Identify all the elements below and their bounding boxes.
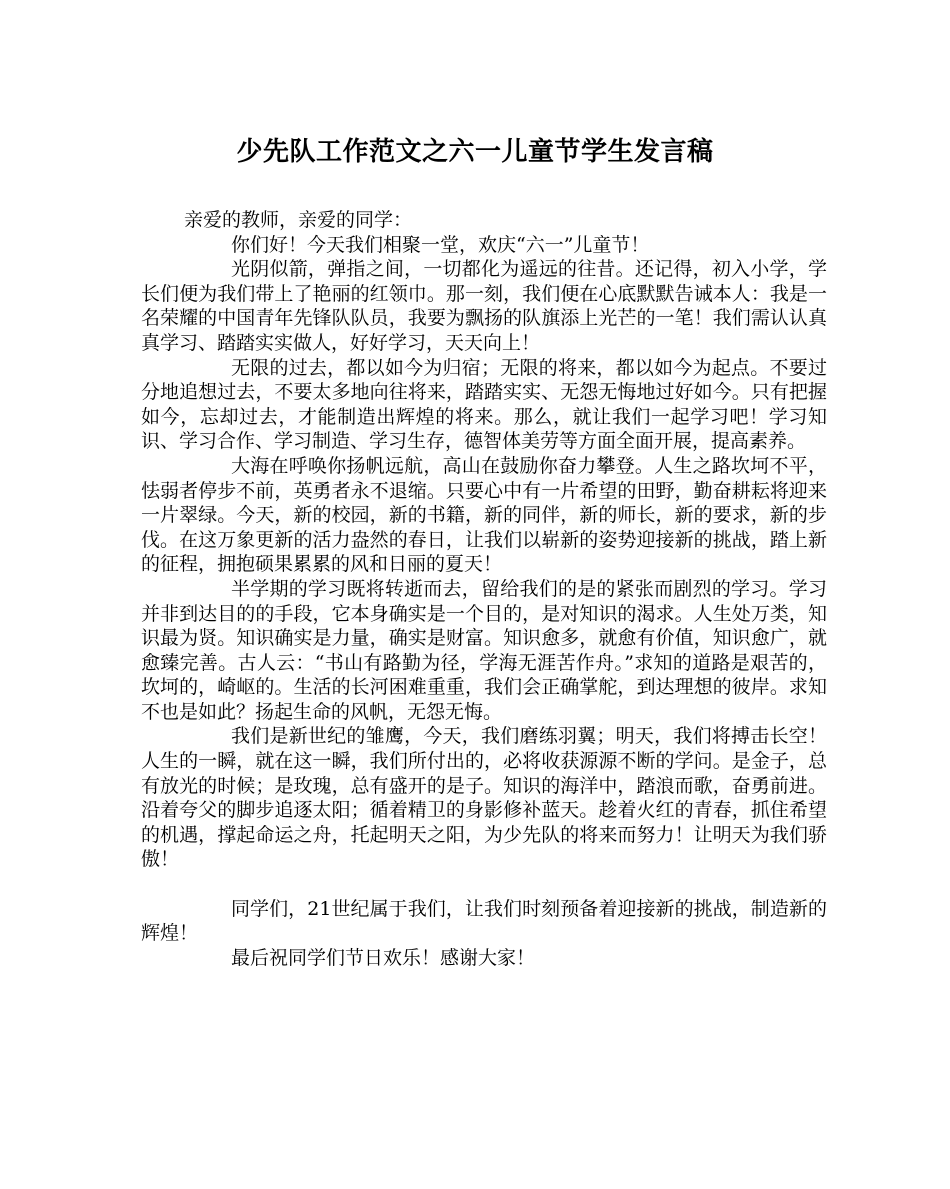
paragraph-5: 半学期的学习既将转逝而去，留给我们的是的紧张而剧烈的学习。学习并非到达目的的手段，它本身确实是一个目的，是对知识的渴求。人生处万类，知识最为贤。知识确实是力量，确实是财富。知识愈多，就愈有价值，知识愈广，就愈臻完善。古人云：“书山有路勤为径，学海无涯苦作舟。”求知的道路是艰苦的，坎坷的，崎岖的。生活的长河困难重重，我们会正确掌舵，到达理想的彼岸。求知不也是如此？扬起生命的风帆，无怨无悔。 [141, 577, 827, 723]
paragraph-4: 大海在呼唤你扬帆远航，高山在鼓励你奋力攀登。人生之路坎坷不平，怯弱者停步不前，英勇者永不退缩。只要心中有一片希望的田野，勤奋耕耘将迎来一片翠绿。今天，新的校园，新的书籍，新的同伴，新的师长，新的要求，新的步伐。在这万象更新的活力盎然的春日，让我们以崭新的姿势迎接新的挑战，踏上新的征程，拥抱硕果累累的风和日丽的夏天！ [141, 454, 827, 576]
paragraph-2: 光阴似箭，弹指之间，一切都化为遥远的往昔。还记得，初入小学，学长们便为我们带上了艳丽的红领巾。那一刻，我们便在心底默默告诫本人：我是一名荣耀的中国青年先锋队队员，我要为飘扬的队旗添上光芒的一笔！我们需认认真真学习、踏踏实实做人，好好学习，天天向上！ [141, 258, 827, 354]
paragraph-1: 你们好！今天我们相聚一堂，欢庆“六一”儿童节！ [231, 233, 650, 256]
document-title: 少先队工作范文之六一儿童节学生发言稿 [236, 137, 714, 167]
paragraph-8: 最后祝同学们节日欢乐！感谢大家！ [231, 946, 536, 969]
document-body [141, 208, 827, 970]
paragraph-3: 无限的过去，都以如今为归宿；无限的将来，都以如今为起点。不要过分地追想过去，不要太多地向往将来，踏踏实实、无怨无悔地过好如今。只有把握如今，忘却过去，才能制造出辉煌的将来。那么，就让我们一起学习吧！学习知识、学习合作、学习制造、学习生存，德智体美劳等方面全面开展，提高素养。 [141, 356, 827, 453]
greeting-line: 亲爱的教师，亲爱的同学： [184, 209, 413, 231]
paragraph-6: 我们是新世纪的雏鹰，今天，我们磨练羽翼；明天，我们将搏击长空！人生的一瞬，就在这一瞬，我们所付出的，必将收获源源不断的学问。是金子，总有放光的时候；是玫瑰，总有盛开的是子。知识的海洋中，踏浪而歌，奋勇前进。沿着夸父的脚步追逐太阳；循着精卫的身影修补蓝天。趁着火红的青春，抓住希望的机遇，撑起命运之舟，托起明天之阳，为少先队的将来而努力！让明天为我们骄傲！ [141, 725, 827, 871]
paragraph-7: 同学们，21世纪属于我们，让我们时刻预备着迎接新的挑战，制造新的辉煌！ [141, 897, 827, 945]
blank-line [141, 872, 827, 897]
